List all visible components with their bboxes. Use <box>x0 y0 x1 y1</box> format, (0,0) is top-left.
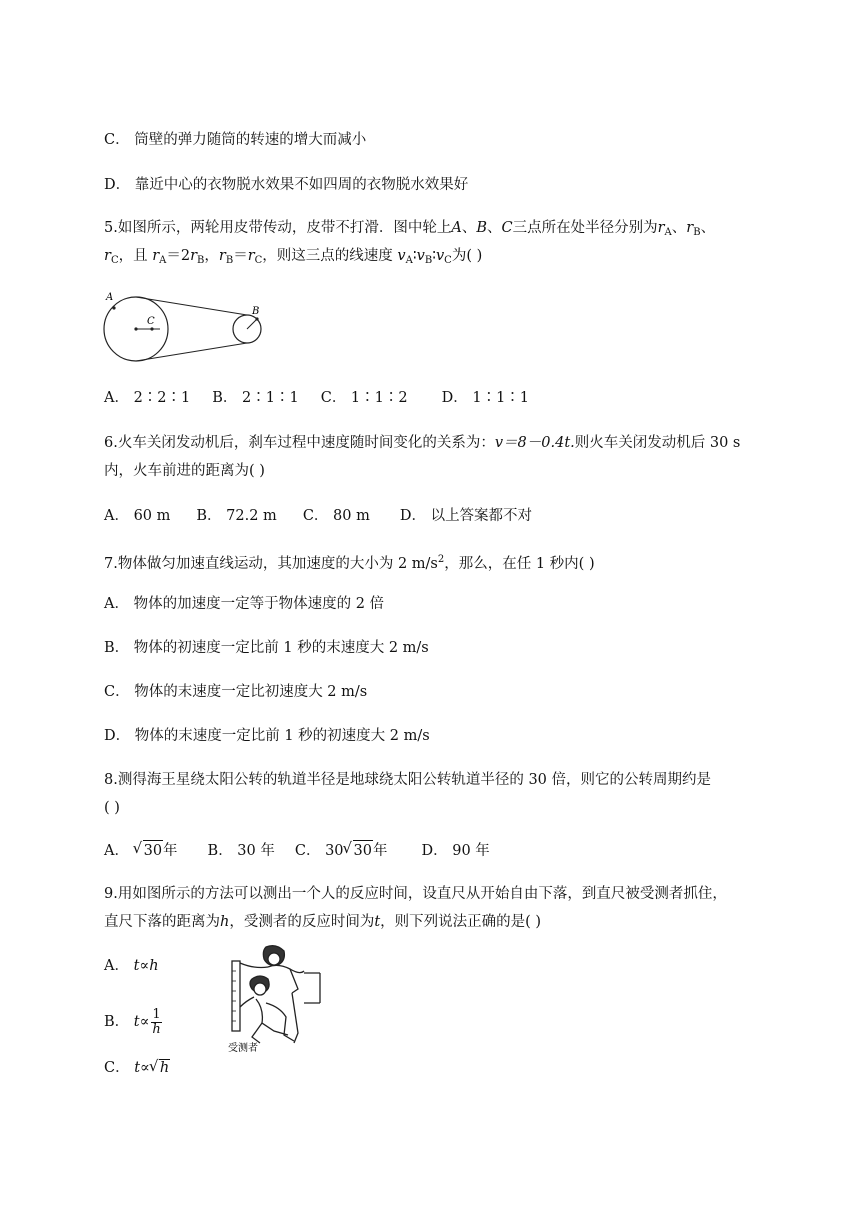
q8-option-b: B． 30 年 <box>207 843 275 859</box>
subject-person-icon <box>240 976 294 1043</box>
q7-option-b: B． 物体的初速度一定比前 1 秒的末速度大 2 m/s <box>104 640 429 656</box>
belt-bottom <box>136 343 247 361</box>
label-c: C <box>147 316 155 327</box>
q5-options <box>104 388 529 408</box>
reaction-time-illustration <box>222 943 334 1055</box>
ruler-icon <box>232 961 240 1031</box>
q6-stem-line2: 内，火车前进的距离为( ) <box>104 463 265 479</box>
q8-options <box>104 840 490 861</box>
label-b: B <box>252 306 260 317</box>
q8-stem-line2: ( ) <box>104 800 120 816</box>
q7-option-a: A． 物体的加速度一定等于物体速度的 2 倍 <box>104 596 385 612</box>
small-radius-line <box>247 319 257 329</box>
q7-option-c: C． 物体的末速度一定比初速度大 2 m/s <box>104 684 368 700</box>
q6-option-a: A． 60 m <box>104 508 171 524</box>
point-c-dot <box>150 327 153 330</box>
point-a-dot <box>112 306 115 309</box>
q6-options <box>104 506 532 526</box>
point-b-dot <box>255 317 258 320</box>
belt-drive-figure <box>100 288 275 370</box>
q5-option-b: B． 2∶1∶1 <box>212 390 299 406</box>
q5-option-d: D． 1∶1∶1 <box>441 390 530 406</box>
fraction-one-over-h: $\frac{1}{h}$ <box>152 1006 161 1037</box>
belt-top <box>136 297 247 315</box>
q9-stem-line1: 9.用如图所示的方法可以测出一个人的反应时间，设直尺从开始自由下落，到直尺被受测者抓住， <box>104 886 727 902</box>
label-a: A <box>106 292 114 303</box>
q6-option-b: B． 72.2 m <box>196 508 277 524</box>
q6-stem-line1: 6.火车关闭发动机后，刹车过程中速度随时间变化的关系为：v＝8－0.4t.则火车关闭发动机后 30 s <box>104 435 741 451</box>
q8-option-c: C． 30√ 30年 <box>295 840 388 861</box>
q9-option-b: B． t∝ $\frac{1}{h}$ <box>104 1006 161 1037</box>
q6-option-d: D． 以上答案都不对 <box>399 508 533 524</box>
q4-option-c: C． 筒壁的弹力随筒的转速的增大而减小 <box>104 132 367 148</box>
q5-stem-line1: 5.如图所示，两轮用皮带传动，皮带不打滑．图中轮上A、B、C三点所在处半径分别为$r_A$、$r_B$、 <box>104 220 716 238</box>
q5-stem-line2: $r_C$，且 $r_A=2r_B$，$r_B=r_C$，则这三点的线速度 $v_A∶v_B∶v_C$为( ) <box>104 248 483 266</box>
tester-person-icon <box>240 946 320 1043</box>
q6-option-c: C． 80 m <box>302 508 370 524</box>
q8-option-a: A． √ 30年 <box>104 840 178 861</box>
q8-stem-line1: 8.测得海王星绕太阳公转的轨道半径是地球绕太阳公转轨道半径的 30 倍，则它的公转周期约是 <box>104 772 711 788</box>
q9-option-a: A． t∝h <box>104 958 159 974</box>
q5-option-a: A． 2∶2∶1 <box>104 390 191 406</box>
q4-option-d: D． 靠近中心的衣物脱水效果不如四周的衣物脱水效果好 <box>104 177 469 193</box>
q7-option-d: D． 物体的末速度一定比前 1 秒的初速度大 2 m/s <box>104 728 430 744</box>
q8-option-d: D． 90 年 <box>421 843 490 859</box>
figure-caption: 受测者 <box>228 1043 258 1054</box>
q7-stem: 7.物体做匀加速直线运动，其加速度的大小为 2 $m/s^2$，那么，在任 1 秒内( ) <box>104 554 595 572</box>
q9-option-c: C． t∝√ h <box>104 1058 170 1078</box>
q5-option-c: C． 1∶1∶2 <box>320 390 408 406</box>
q9-stem-line2: 直尺下落的距离为h，受测者的反应时间为t，则下列说法正确的是( ) <box>104 914 542 930</box>
